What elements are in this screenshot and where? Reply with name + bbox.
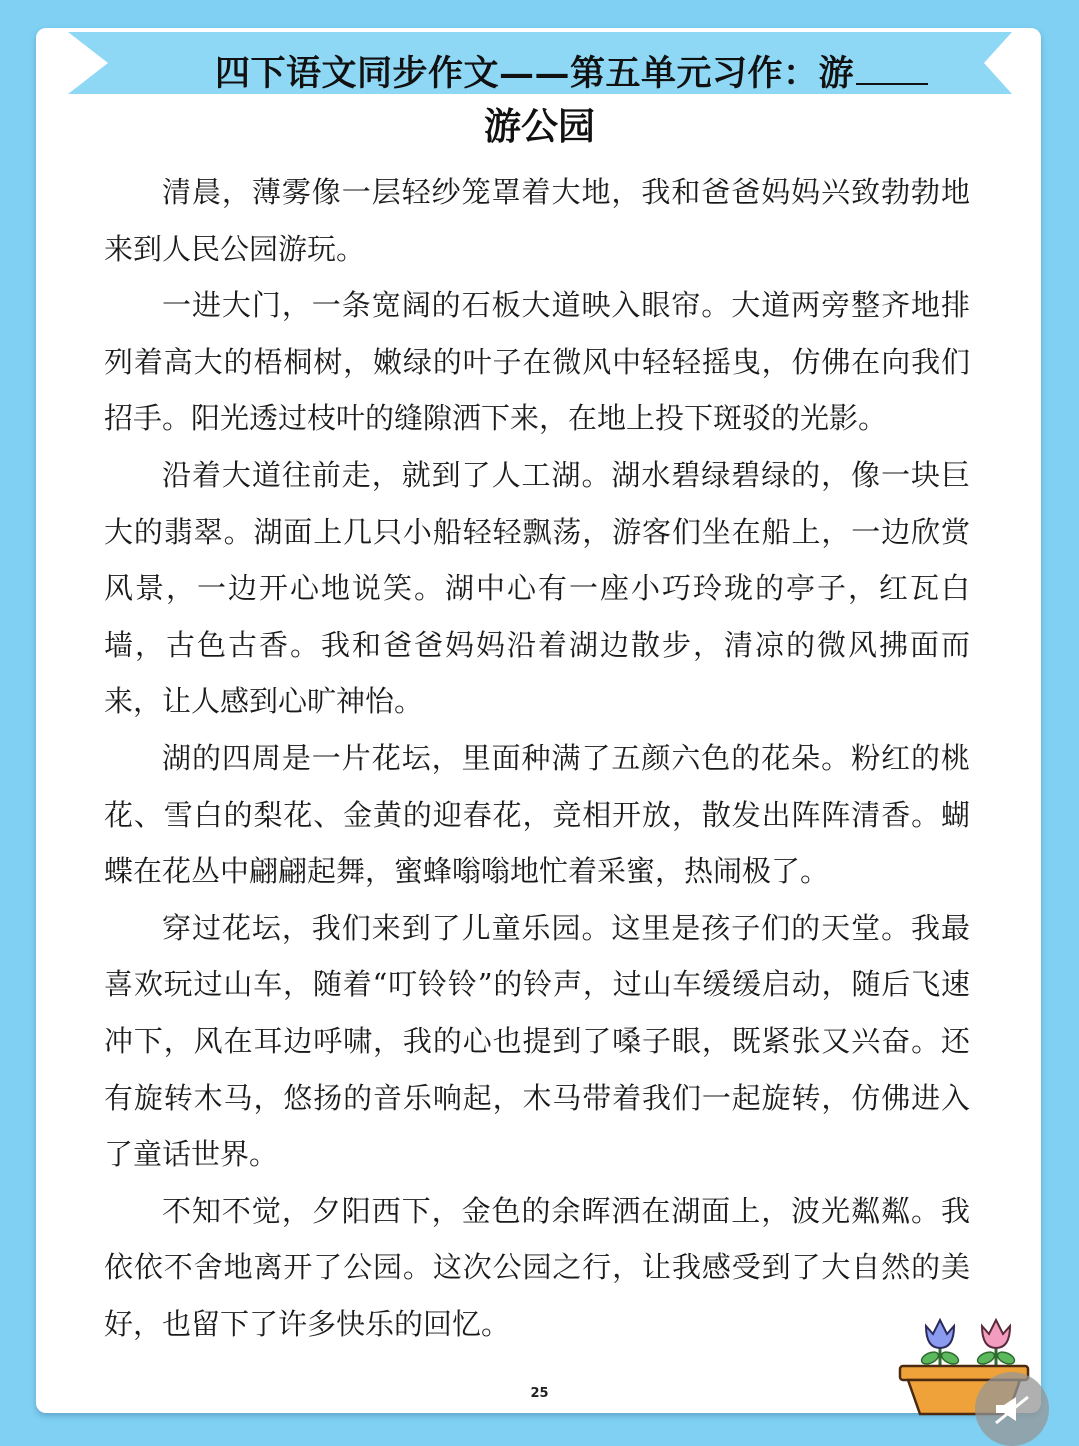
essay-paragraph: 穿过花坛，我们来到了儿童乐园。这里是孩子们的天堂。我最喜欢玩过山车，随着“叮铃铃”的铃声，过山车缓缓启动，随后飞速冲下，风在耳边呼啸，我的心也提到了嗓子眼，既紧张又兴奋。还有旋转木马，悠扬的音乐响起，木马带着我们一起旋转，仿佛进入了童话世界。 bbox=[104, 910, 970, 1172]
essay-body bbox=[104, 164, 970, 1352]
header-title-text: 四下语文同步作文——第五单元习作：游 bbox=[215, 53, 855, 94]
title-blank-line bbox=[856, 53, 928, 85]
essay-paragraph: 湖的四周是一片花坛，里面种满了五颜六色的花朵。粉红的桃花、雪白的梨花、金黄的迎春花，竞相开放，散发出阵阵清香。蝴蝶在花丛中翩翩起舞，蜜蜂嗡嗡地忙着采蜜，热闹极了。 bbox=[104, 740, 970, 889]
speaker-icon bbox=[992, 1391, 1032, 1427]
essay-title: 游公园 bbox=[484, 104, 595, 148]
page-number: 25 bbox=[530, 1386, 549, 1401]
speaker-button[interactable] bbox=[975, 1372, 1049, 1446]
essay-paragraph: 不知不觉，夕阳西下，金色的余晖洒在湖面上，波光粼粼。我依依不舍地离开了公园。这次公园之行，让我感受到了大自然的美好，也留下了许多快乐的回忆。 bbox=[104, 1193, 970, 1341]
essay-paragraph: 清晨，薄雾像一层轻纱笼罩着大地，我和爸爸妈妈兴致勃勃地来到人民公园游玩。 bbox=[104, 175, 970, 266]
header-title bbox=[215, 46, 928, 96]
essay-paragraph: 沿着大道往前走，就到了人工湖。湖水碧绿碧绿的，像一块巨大的翡翠。湖面上几只小船轻轻飘荡，游客们坐在船上，一边欣赏风景，一边开心地说笑。湖中心有一座小巧玲珑的亭子，红瓦白墙，古色古香。我和爸爸妈妈沿着湖边散步，清凉的微风拂面而来，让人感到心旷神怡。 bbox=[104, 457, 970, 719]
essay-paragraph: 一进大门，一条宽阔的石板大道映入眼帘。大道两旁整齐地排列着高大的梧桐树，嫩绿的叶子在微风中轻轻摇曳，仿佛在向我们招手。阳光透过枝叶的缝隙洒下来，在地上投下斑驳的光影。 bbox=[104, 288, 970, 436]
